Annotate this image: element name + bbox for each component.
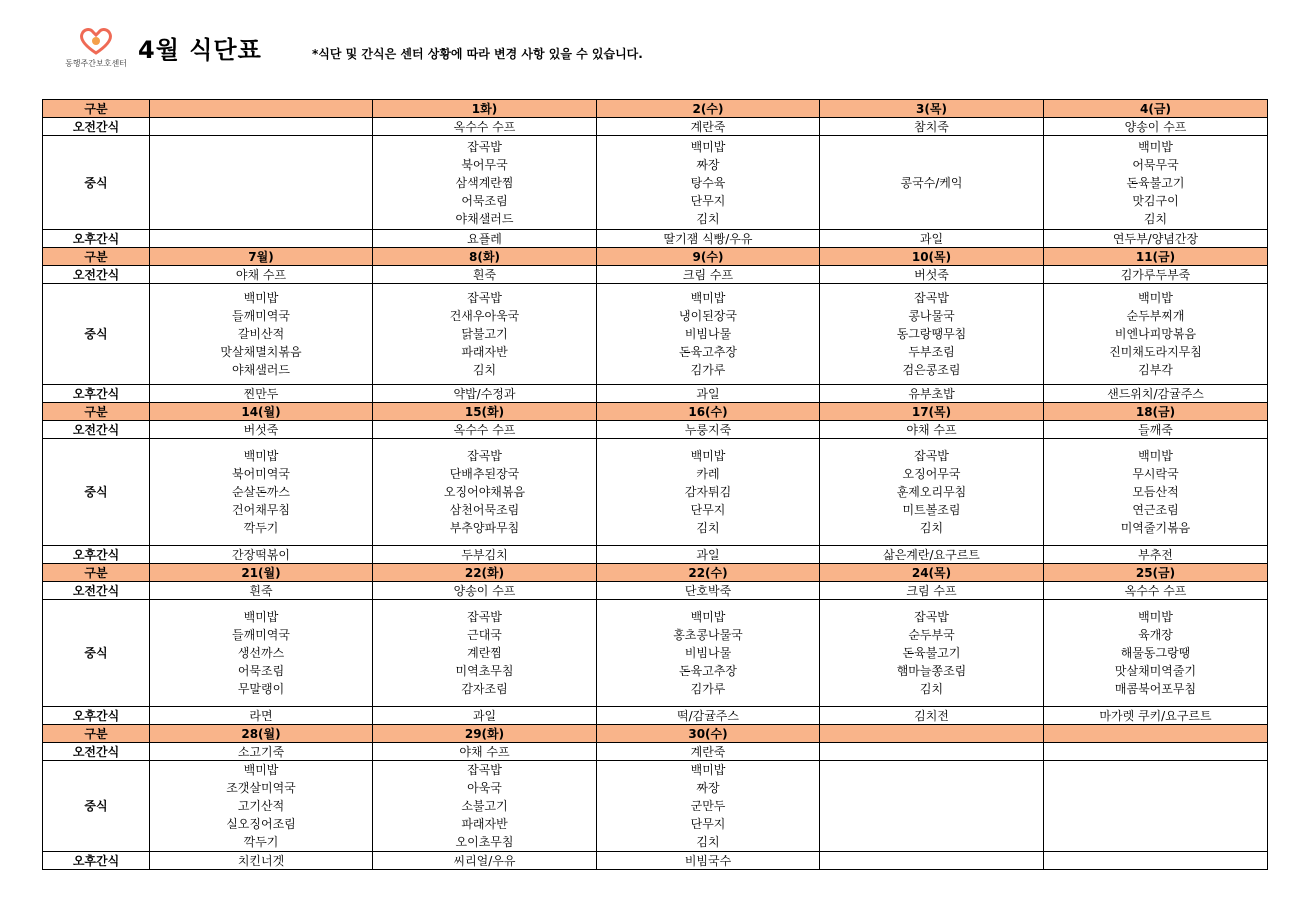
week-header-row — [43, 248, 1268, 266]
week-header-row — [43, 100, 1268, 118]
lunch-label: 중식 — [43, 284, 150, 385]
lunch-item: 김치 — [919, 521, 944, 535]
lunch-item: 김치 — [696, 521, 720, 535]
day-header: 2(수) — [597, 100, 820, 118]
lunch-item: 오징어야채볶음 — [443, 485, 526, 499]
lunch-cell — [597, 284, 820, 385]
lunch-item: 야채샐러드 — [455, 211, 514, 226]
day-header: 22(화) — [373, 564, 597, 582]
am-snack-cell: 양송이 수프 — [373, 582, 597, 600]
lunch-item: 깍두기 — [243, 835, 279, 849]
lunch-item: 돈육불고기 — [1126, 175, 1185, 190]
pm-snack-row — [43, 852, 1268, 870]
lunch-row — [43, 284, 1268, 385]
lunch-item: 북어무국 — [461, 157, 508, 172]
week-header-row — [43, 725, 1268, 743]
day-header: 11(금) — [1044, 248, 1268, 266]
category-label: 구분 — [43, 248, 150, 266]
lunch-row — [43, 136, 1268, 230]
lunch-item: 짜장 — [696, 157, 720, 172]
lunch-cell — [1044, 136, 1268, 230]
lunch-item: 감자튀김 — [684, 485, 732, 499]
pm-snack-cell: 떡/감귤주스 — [597, 707, 820, 725]
lunch-item: 어묵조림 — [461, 193, 508, 208]
pm-snack-cell: 부추전 — [1044, 546, 1268, 564]
lunch-item: 콩국수/케익 — [900, 175, 963, 190]
pm-snack-cell: 마가렛 쿠키/요구르트 — [1044, 707, 1268, 725]
lunch-item: 백미밥 — [690, 291, 726, 305]
lunch-item: 김치 — [696, 835, 720, 849]
lunch-item: 잡곡밥 — [914, 610, 949, 624]
day-header: 16(수) — [597, 403, 820, 421]
lunch-item: 파래자반 — [461, 345, 508, 359]
lunch-item: 두부조림 — [908, 345, 955, 359]
am-snack-cell: 참치죽 — [820, 118, 1044, 136]
day-header: 28(월) — [150, 725, 373, 743]
lunch-item: 건어채무침 — [232, 503, 290, 517]
pm-snack-cell: 연두부/양념간장 — [1044, 230, 1268, 248]
am-snack-cell: 야채 수프 — [373, 743, 597, 761]
am-snack-cell: 흰죽 — [150, 582, 373, 600]
lunch-cell — [150, 600, 373, 707]
lunch-item: 매콤북어포무침 — [1114, 682, 1197, 696]
lunch-cell — [1044, 761, 1268, 852]
lunch-item: 순살돈까스 — [232, 485, 290, 499]
day-header: 17(목) — [820, 403, 1044, 421]
lunch-item: 파래자반 — [461, 817, 508, 831]
lunch-item: 실오징어조림 — [226, 817, 296, 831]
pm-snack-cell: 김치전 — [820, 707, 1044, 725]
lunch-cell — [150, 439, 373, 546]
page-header — [0, 0, 1300, 90]
lunch-item: 백미밥 — [243, 610, 279, 624]
pm-snack-cell: 찐만두 — [150, 385, 373, 403]
day-header: 14(월) — [150, 403, 373, 421]
lunch-row — [43, 600, 1268, 707]
lunch-cell — [1044, 439, 1268, 546]
lunch-item: 김가루 — [690, 363, 726, 377]
lunch-item: 냉이된장국 — [679, 309, 737, 323]
lunch-item: 백미밥 — [690, 763, 726, 777]
heart-logo-icon — [78, 26, 114, 56]
lunch-item: 미트볼조림 — [902, 503, 961, 517]
am-snack-cell: 단호박죽 — [597, 582, 820, 600]
lunch-item: 잡곡밥 — [467, 763, 502, 777]
pm-snack-label: 오후간식 — [43, 230, 150, 248]
lunch-item: 삼천어묵조림 — [449, 503, 520, 517]
lunch-cell — [820, 600, 1044, 707]
lunch-item: 백미밥 — [1138, 449, 1173, 463]
am-snack-cell: 옥수수 수프 — [1044, 582, 1268, 600]
am-snack-label: 오전간식 — [43, 421, 150, 439]
am-snack-cell: 들깨죽 — [1044, 421, 1268, 439]
am-snack-cell: 누룽지죽 — [597, 421, 820, 439]
lunch-item: 단무지 — [690, 817, 726, 831]
lunch-item: 잡곡밥 — [467, 139, 502, 154]
am-snack-label: 오전간식 — [43, 266, 150, 284]
lunch-item: 콩나물국 — [908, 309, 955, 323]
pm-snack-cell: 삶은계란/요구르트 — [820, 546, 1044, 564]
day-header — [820, 725, 1044, 743]
am-snack-row — [43, 266, 1268, 284]
lunch-item: 무시락국 — [1132, 467, 1179, 481]
lunch-cell — [373, 439, 597, 546]
lunch-item: 부추양파무침 — [449, 521, 520, 535]
lunch-item: 비빔나물 — [684, 646, 732, 660]
day-header: 29(화) — [373, 725, 597, 743]
day-header: 4(금) — [1044, 100, 1268, 118]
am-snack-cell: 양송이 수프 — [1044, 118, 1268, 136]
day-header: 8(화) — [373, 248, 597, 266]
pm-snack-row — [43, 546, 1268, 564]
week-header-row — [43, 564, 1268, 582]
pm-snack-cell: 과일 — [820, 230, 1044, 248]
pm-snack-label: 오후간식 — [43, 852, 150, 870]
lunch-item: 어묵조림 — [237, 664, 285, 678]
lunch-item: 잡곡밥 — [914, 449, 949, 463]
lunch-item: 야채샐러드 — [232, 363, 290, 377]
lunch-item: 백미밥 — [243, 291, 279, 305]
lunch-item: 근대국 — [467, 628, 502, 642]
lunch-item: 백미밥 — [690, 139, 726, 154]
lunch-item: 미역줄기볶음 — [1120, 521, 1191, 535]
am-snack-cell: 크림 수프 — [597, 266, 820, 284]
lunch-item: 돈육불고기 — [902, 646, 961, 660]
lunch-item: 잡곡밥 — [467, 610, 502, 624]
lunch-item: 짜장 — [696, 781, 720, 795]
lunch-item: 홍초콩나물국 — [673, 628, 743, 642]
day-header: 22(수) — [597, 564, 820, 582]
pm-snack-cell — [150, 230, 373, 248]
lunch-item: 백미밥 — [243, 763, 279, 777]
lunch-item: 잡곡밥 — [467, 291, 502, 305]
am-snack-row — [43, 743, 1268, 761]
lunch-label: 중식 — [43, 600, 150, 707]
am-snack-cell: 계란죽 — [597, 118, 820, 136]
am-snack-row — [43, 421, 1268, 439]
lunch-item: 생선까스 — [237, 646, 285, 660]
category-label: 구분 — [43, 403, 150, 421]
day-header: 9(수) — [597, 248, 820, 266]
day-header — [150, 100, 373, 118]
lunch-item: 김치 — [1143, 211, 1168, 226]
pm-snack-cell: 과일 — [373, 707, 597, 725]
pm-snack-cell: 과일 — [597, 385, 820, 403]
day-header: 18(금) — [1044, 403, 1268, 421]
lunch-item: 단배추된장국 — [449, 467, 520, 481]
lunch-cell — [820, 761, 1044, 852]
lunch-cell — [373, 136, 597, 230]
lunch-item: 들깨미역국 — [232, 628, 290, 642]
lunch-item: 건새우아욱국 — [449, 309, 520, 323]
lunch-item: 김부각 — [1138, 363, 1173, 377]
lunch-cell — [373, 761, 597, 852]
am-snack-cell — [1044, 743, 1268, 761]
lunch-item: 단무지 — [690, 503, 726, 517]
day-header: 25(금) — [1044, 564, 1268, 582]
lunch-row — [43, 439, 1268, 546]
pm-snack-cell: 딸기잼 식빵/우유 — [597, 230, 820, 248]
category-label: 구분 — [43, 100, 150, 118]
lunch-cell — [597, 439, 820, 546]
am-snack-cell: 야채 수프 — [820, 421, 1044, 439]
lunch-item: 돈육고추장 — [679, 345, 737, 359]
pm-snack-cell: 씨리얼/우유 — [373, 852, 597, 870]
page-title: 4월 식단표 — [138, 36, 262, 64]
lunch-item: 계란찜 — [467, 646, 502, 660]
lunch-cell — [597, 761, 820, 852]
pm-snack-label: 오후간식 — [43, 546, 150, 564]
lunch-item: 갈비산적 — [237, 327, 285, 341]
lunch-item: 연근조림 — [1132, 503, 1179, 517]
lunch-cell — [597, 136, 820, 230]
lunch-item: 돈육고추장 — [679, 664, 737, 678]
lunch-item: 육개장 — [1138, 628, 1173, 642]
lunch-item: 군만두 — [690, 799, 726, 813]
lunch-item: 감자조림 — [461, 682, 508, 696]
lunch-cell — [150, 284, 373, 385]
am-snack-cell: 계란죽 — [597, 743, 820, 761]
lunch-item: 오징어무국 — [902, 467, 961, 481]
lunch-item: 동그랑땡무침 — [896, 327, 967, 341]
am-snack-row — [43, 118, 1268, 136]
lunch-item: 훈제오리무침 — [896, 485, 967, 499]
category-label: 구분 — [43, 564, 150, 582]
lunch-item: 해물동그랑땡 — [1120, 646, 1191, 660]
lunch-item: 잡곡밥 — [914, 291, 949, 305]
lunch-item: 무말랭이 — [237, 682, 285, 696]
pm-snack-row — [43, 385, 1268, 403]
am-snack-cell: 크림 수프 — [820, 582, 1044, 600]
am-snack-row — [43, 582, 1268, 600]
lunch-item: 단무지 — [690, 193, 726, 208]
lunch-item: 백미밥 — [1138, 610, 1173, 624]
lunch-item: 순두부찌개 — [1126, 309, 1185, 323]
lunch-item: 백미밥 — [690, 449, 726, 463]
pm-snack-cell: 라면 — [150, 707, 373, 725]
lunch-item: 조갯살미역국 — [226, 781, 296, 795]
lunch-item: 진미채도라지무침 — [1109, 345, 1202, 359]
lunch-cell — [820, 136, 1044, 230]
lunch-item: 깍두기 — [243, 521, 279, 535]
lunch-item: 김치 — [472, 363, 497, 377]
lunch-item: 백미밥 — [1138, 139, 1173, 154]
pm-snack-cell — [1044, 852, 1268, 870]
lunch-item: 북어미역국 — [232, 467, 290, 481]
week-header-row — [43, 403, 1268, 421]
pm-snack-cell: 간장떡볶이 — [150, 546, 373, 564]
lunch-cell — [373, 600, 597, 707]
lunch-item: 순두부국 — [908, 628, 955, 642]
lunch-cell — [1044, 600, 1268, 707]
lunch-cell — [373, 284, 597, 385]
am-snack-cell: 버섯죽 — [820, 266, 1044, 284]
lunch-cell — [820, 284, 1044, 385]
pm-snack-cell — [820, 852, 1044, 870]
am-snack-cell — [150, 118, 373, 136]
lunch-item: 백미밥 — [1138, 291, 1173, 305]
am-snack-cell: 소고기죽 — [150, 743, 373, 761]
day-header: 21(월) — [150, 564, 373, 582]
day-header: 15(화) — [373, 403, 597, 421]
pm-snack-row — [43, 707, 1268, 725]
lunch-item: 소불고기 — [461, 799, 508, 813]
lunch-item: 어묵무국 — [1132, 157, 1179, 172]
lunch-item: 오이초무침 — [455, 835, 514, 849]
lunch-label: 중식 — [43, 136, 150, 230]
notice-text: *식단 및 간식은 센터 상황에 따라 변경 사항 있을 수 있습니다. — [312, 47, 643, 61]
am-snack-cell — [820, 743, 1044, 761]
category-label: 구분 — [43, 725, 150, 743]
lunch-row — [43, 761, 1268, 852]
lunch-label: 중식 — [43, 439, 150, 546]
day-header: 10(목) — [820, 248, 1044, 266]
logo-text: 동행주간보호센터 — [65, 59, 127, 68]
lunch-item: 비엔나피망볶음 — [1114, 327, 1197, 341]
day-header: 1화) — [373, 100, 597, 118]
lunch-cell — [597, 600, 820, 707]
lunch-item: 카레 — [696, 467, 720, 481]
day-header: 24(목) — [820, 564, 1044, 582]
lunch-item: 김가루 — [690, 682, 726, 696]
pm-snack-cell: 두부김치 — [373, 546, 597, 564]
lunch-item: 미역초무침 — [455, 664, 514, 678]
pm-snack-label: 오후간식 — [43, 707, 150, 725]
pm-snack-cell: 샌드위치/감귤주스 — [1044, 385, 1268, 403]
lunch-item: 닭불고기 — [461, 327, 508, 341]
am-snack-label: 오전간식 — [43, 743, 150, 761]
pm-snack-cell: 치킨너겟 — [150, 852, 373, 870]
lunch-item: 햄마늘쫑조림 — [896, 664, 967, 678]
center-logo — [56, 26, 136, 70]
lunch-item: 백미밥 — [243, 449, 279, 463]
lunch-item: 삼색계란찜 — [455, 175, 514, 190]
lunch-item: 백미밥 — [690, 610, 726, 624]
pm-snack-cell: 과일 — [597, 546, 820, 564]
day-header: 3(목) — [820, 100, 1044, 118]
am-snack-cell: 버섯죽 — [150, 421, 373, 439]
lunch-item: 모듬산적 — [1132, 485, 1179, 499]
lunch-item: 잡곡밥 — [467, 449, 502, 463]
lunch-cell — [820, 439, 1044, 546]
lunch-item: 김치 — [919, 682, 944, 696]
pm-snack-cell: 약밥/수정과 — [373, 385, 597, 403]
am-snack-cell: 옥수수 수프 — [373, 118, 597, 136]
lunch-cell — [1044, 284, 1268, 385]
pm-snack-cell: 요플레 — [373, 230, 597, 248]
am-snack-cell: 야채 수프 — [150, 266, 373, 284]
lunch-cell — [150, 761, 373, 852]
am-snack-cell: 흰죽 — [373, 266, 597, 284]
lunch-item: 맛살채멸치볶음 — [220, 345, 302, 359]
lunch-item: 맛김구이 — [1132, 193, 1179, 208]
lunch-cell — [150, 136, 373, 230]
day-header: 7월) — [150, 248, 373, 266]
day-header: 30(수) — [597, 725, 820, 743]
am-snack-label: 오전간식 — [43, 582, 150, 600]
am-snack-cell: 김가루두부죽 — [1044, 266, 1268, 284]
lunch-label: 중식 — [43, 761, 150, 852]
day-header — [1044, 725, 1268, 743]
lunch-item: 들깨미역국 — [232, 309, 290, 323]
lunch-item: 고기산적 — [237, 799, 285, 813]
pm-snack-cell: 유부초밥 — [820, 385, 1044, 403]
pm-snack-row — [43, 230, 1268, 248]
am-snack-label: 오전간식 — [43, 118, 150, 136]
am-snack-cell: 옥수수 수프 — [373, 421, 597, 439]
lunch-item: 비빔나물 — [684, 327, 732, 341]
lunch-item: 맛살채미역줄기 — [1114, 664, 1197, 678]
menu-table — [42, 99, 1268, 870]
lunch-item: 김치 — [696, 211, 720, 226]
lunch-item: 아욱국 — [467, 781, 502, 795]
pm-snack-label: 오후간식 — [43, 385, 150, 403]
lunch-item: 탕수육 — [690, 175, 726, 190]
lunch-item: 검은콩조림 — [902, 363, 961, 377]
pm-snack-cell: 비빔국수 — [597, 852, 820, 870]
